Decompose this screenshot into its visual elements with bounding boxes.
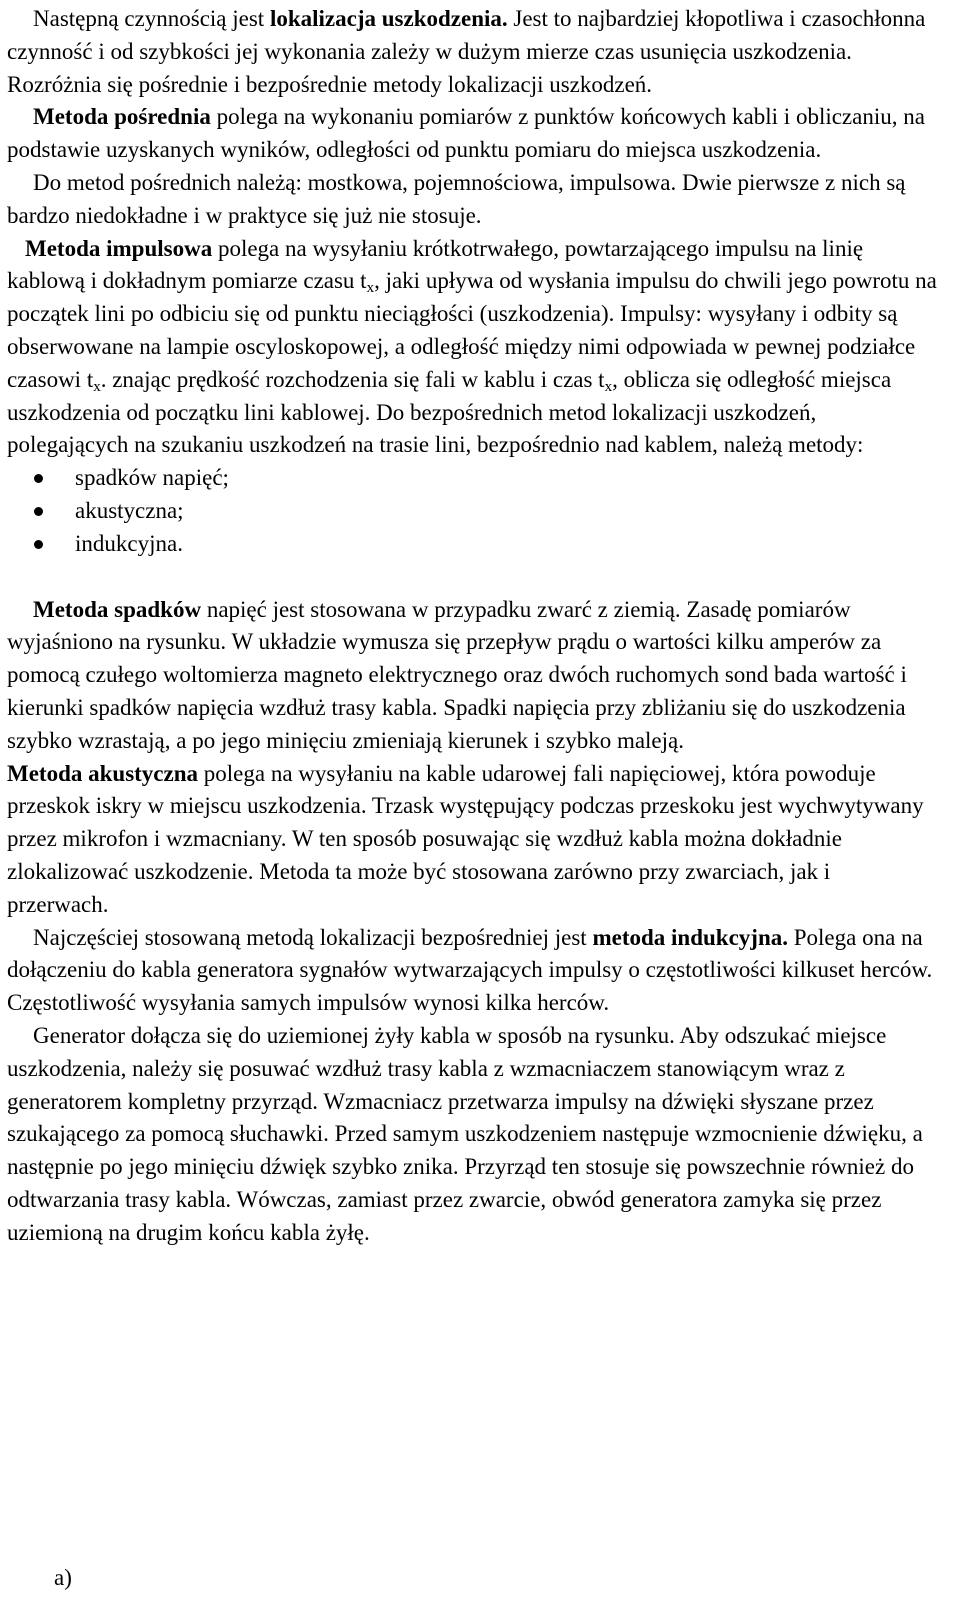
subscript-x: x [366,280,375,297]
text-run: Jest to najbardziej kłopotliwa i czasochłonna czynność i od szybkości jej wykonania zależy w dużym mierze czas usunięcia uszkodzenia. Rozróżnia się pośrednie i bezpośrednie metody lokalizacji uszkodzeń. [7,6,926,97]
text-run: , jaki upływa od wysłania impulsu do chwili jego powrotu na początek lini po odbiciu się od punktu nieciągłości (uszkodzenia). Impulsy: wysyłany i odbity są obserwowane na lampie oscyloskopowej, a odległość między nimi odpowiada w pewnej podziałce czasowi t [7,268,937,392]
paragraph-pulse-method [7,233,937,463]
text-run: polega na wysyłaniu krótkotrwałego, powtarzającego impulsu na linię kablową i dokładnym pomiarze czasu t [7,235,864,294]
bullet-icon [34,540,43,549]
bold-term-acoustic-method: Metoda akustyczna [7,760,199,786]
text-run: polega na wysyłaniu na kable udarowej fali napięciowej, która powoduje przeskok iskry w miejscu uszkodzenia. Trzask występujący podczas przeskoku jest wychwytywany przez mikrofon i wzmacniany. W ten sposób posuwając się wzdłuż kabla można dokładnie zlokalizować uszkodzenie. Metoda ta może być stosowana zarówno przy zwarciach, jak i przerwach. [7,760,924,917]
figure-label: a) [54,1565,72,1590]
bold-term-induction-method: metoda indukcyjna. [592,924,788,950]
list-item-text: akustyczna; [75,497,184,523]
text-run: Najczęściej stosowaną metodą lokalizacji bezpośredniej jest [33,924,593,950]
bold-term-voltage-drop-method: Metoda spadków [33,596,202,622]
paragraph-induction-method [7,922,937,1020]
paragraph-acoustic-method [7,758,937,922]
paragraph-generator [7,1020,937,1250]
bold-term-localization: lokalizacja uszkodzenia. [269,6,508,31]
list-item [7,462,937,495]
bullet-icon [34,507,43,516]
document-page [7,3,937,1249]
list-item [7,528,937,561]
bold-term-indirect-method: Metoda pośrednia [33,104,211,130]
text-run: Polega ona na dołączeniu do kabla generatora sygnałów wytwarzających impulsy o częstotliwości kilkuset herców. Częstotliwość wysyłania samych impulsów wynosi kilka herców. [7,924,933,1016]
text-run: Do metod pośrednich należą: mostkowa, pojemnościowa, impulsowa. Dwie pierwsze z nich są bardzo niedokładne i w praktyce się już nie stosuje. [7,169,906,228]
bold-term-pulse-method: Metoda impulsowa [25,235,213,261]
text-run: , oblicza się odległość miejsca uszkodzenia od początku lini kablowej. Do bezpośrednich metod lokalizacji uszkodzeń, polegających na szukaniu uszkodzeń na trasie lini, bezpośrednio nad kablem, należą metody: [7,366,892,458]
direct-methods-list [7,462,937,560]
list-item-text: indukcyjna. [75,530,183,556]
bullet-icon [34,474,43,483]
list-item [7,495,937,528]
subscript-x: x [93,378,101,395]
text-run: napięć jest stosowana w przypadku zwarć z ziemią. Zasadę pomiarów wyjaśniono na rysunku. W układzie wymusza się przepływ prądu o wartości kilku amperów za pomocą czułego woltomierza magneto elektrycznego oraz dwóch ruchomych sond bada wartość i kierunki spadków napięcia wzdłuż trasy kabla. Spadki napięcia przy zbliżaniu się do uszkodzenia szybko wzrastają, a po jego minięciu zmieniają kierunek i szybko maleją. [7,596,907,753]
text-run: . znając prędkość rozchodzenia się fali w kablu i czas t [100,366,605,392]
text-run: Generator dołącza się do uziemionej żyły kabla w sposób na rysunku. Aby odszukać miejsce uszkodzenia, należy się posuwać wzdłuż trasy kabla z wzmacniaczem stanowiącym wraz z generatorem kompletny przyrząd. Wzmacniacz przetwarza impulsy na dźwięki słyszane przez szukającego za pomocą słuchawki. Przed samym uszkodzeniem następuje wzmocnienie dźwięku, a następnie po jego minięciu dźwięk szybko znika. Przyrząd ten stosuje się powszechnie również do odtwarzania trasy kabla. Wówczas, zamiast przez zwarcie, obwód generatora zamyka się przez uziemioną na drugim końcu kabla żyłę. [7,1022,923,1245]
paragraph-indirect-method [7,101,937,167]
list-item-text: spadków napięć; [75,465,229,491]
paragraph-indirect-types [7,167,937,233]
paragraph-localization-intro [7,3,937,101]
text-run: polega na wykonaniu pomiarów z punktów końcowych kabli i obliczaniu, na podstawie uzyskanych wyników, odległości od punktu pomiaru do miejsca uszkodzenia. [7,104,925,163]
blank-line [7,561,937,594]
paragraph-voltage-drop-method [7,594,937,758]
subscript-x: x [604,378,613,395]
text-run: Następną czynnością jest [33,6,270,31]
